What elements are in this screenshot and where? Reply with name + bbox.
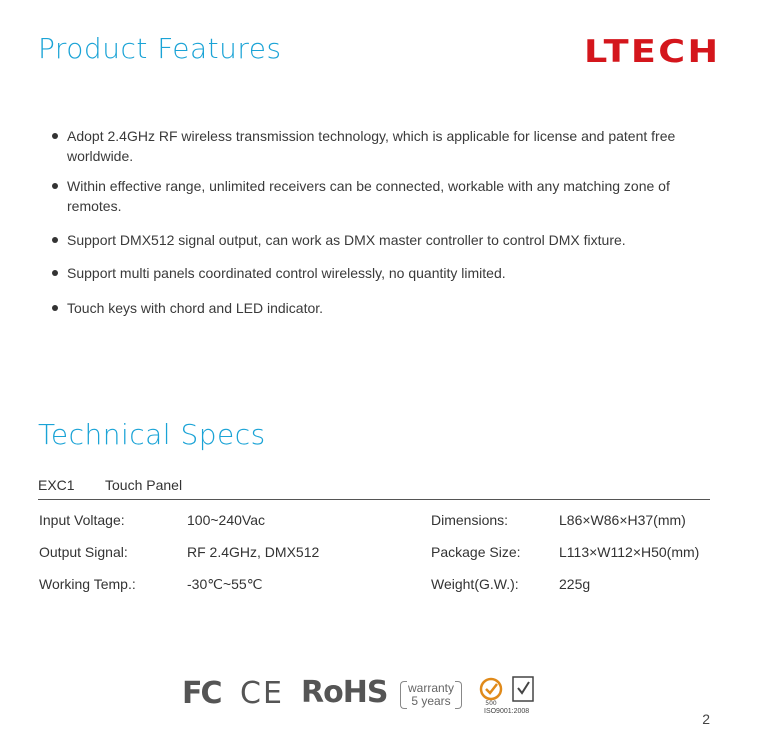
bullet-icon xyxy=(52,183,58,189)
warranty-badge-icon: warranty 5 years xyxy=(400,679,462,711)
fcc-logo-icon: FC xyxy=(182,676,221,711)
features-title: Product Features xyxy=(38,32,282,65)
product-name: Touch Panel xyxy=(105,477,183,493)
spec-value: 100~240Vac xyxy=(187,512,265,528)
ce-mark-icon: CE xyxy=(240,676,284,711)
spec-value: RF 2.4GHz, DMX512 xyxy=(187,544,320,560)
feature-item: Adopt 2.4GHz RF wireless transmission technology, which is applicable for license and patent free worldwide. xyxy=(50,126,710,166)
spec-label: Working Temp.: xyxy=(39,576,136,592)
spec-label: Weight(G.W.): xyxy=(431,576,519,592)
spec-value: 225g xyxy=(559,576,591,592)
spec-label: Output Signal: xyxy=(39,544,128,560)
bullet-icon xyxy=(52,305,58,311)
divider xyxy=(38,499,710,500)
specs-title: Technical Specs xyxy=(38,418,266,451)
feature-list xyxy=(50,126,710,318)
page-number: 2 xyxy=(702,711,710,727)
feature-item: Support DMX512 signal output, can work as DMX master controller to control DMX fixture. xyxy=(50,230,710,250)
feature-item: Support multi panels coordinated control wirelessly, no quantity limited. xyxy=(50,263,710,283)
product-row xyxy=(38,477,182,493)
bullet-icon xyxy=(52,133,58,139)
svg-text:500: 500 xyxy=(485,700,497,707)
spec-value: -30℃~55℃ xyxy=(187,576,263,592)
bullet-icon xyxy=(52,270,58,276)
spec-label: Input Voltage: xyxy=(39,512,125,528)
feature-item: Within effective range, unlimited receivers can be connected, workable with any matching zone of remotes. xyxy=(50,176,710,216)
spec-value: L113×W112×H50(mm) xyxy=(559,544,700,560)
spec-label: Package Size: xyxy=(431,544,521,560)
feature-item: Touch keys with chord and LED indicator. xyxy=(50,298,710,318)
ltech-logo: LTECH xyxy=(584,34,721,70)
rohs-logo-icon: RoHS xyxy=(301,675,388,710)
model-code: EXC1 xyxy=(38,477,75,493)
spec-label: Dimensions: xyxy=(431,512,509,528)
iso-certification-icon: 500 ISO9001:2008 xyxy=(478,674,542,718)
bullet-icon xyxy=(52,237,58,243)
spec-value: L86×W86×H37(mm) xyxy=(559,512,686,528)
